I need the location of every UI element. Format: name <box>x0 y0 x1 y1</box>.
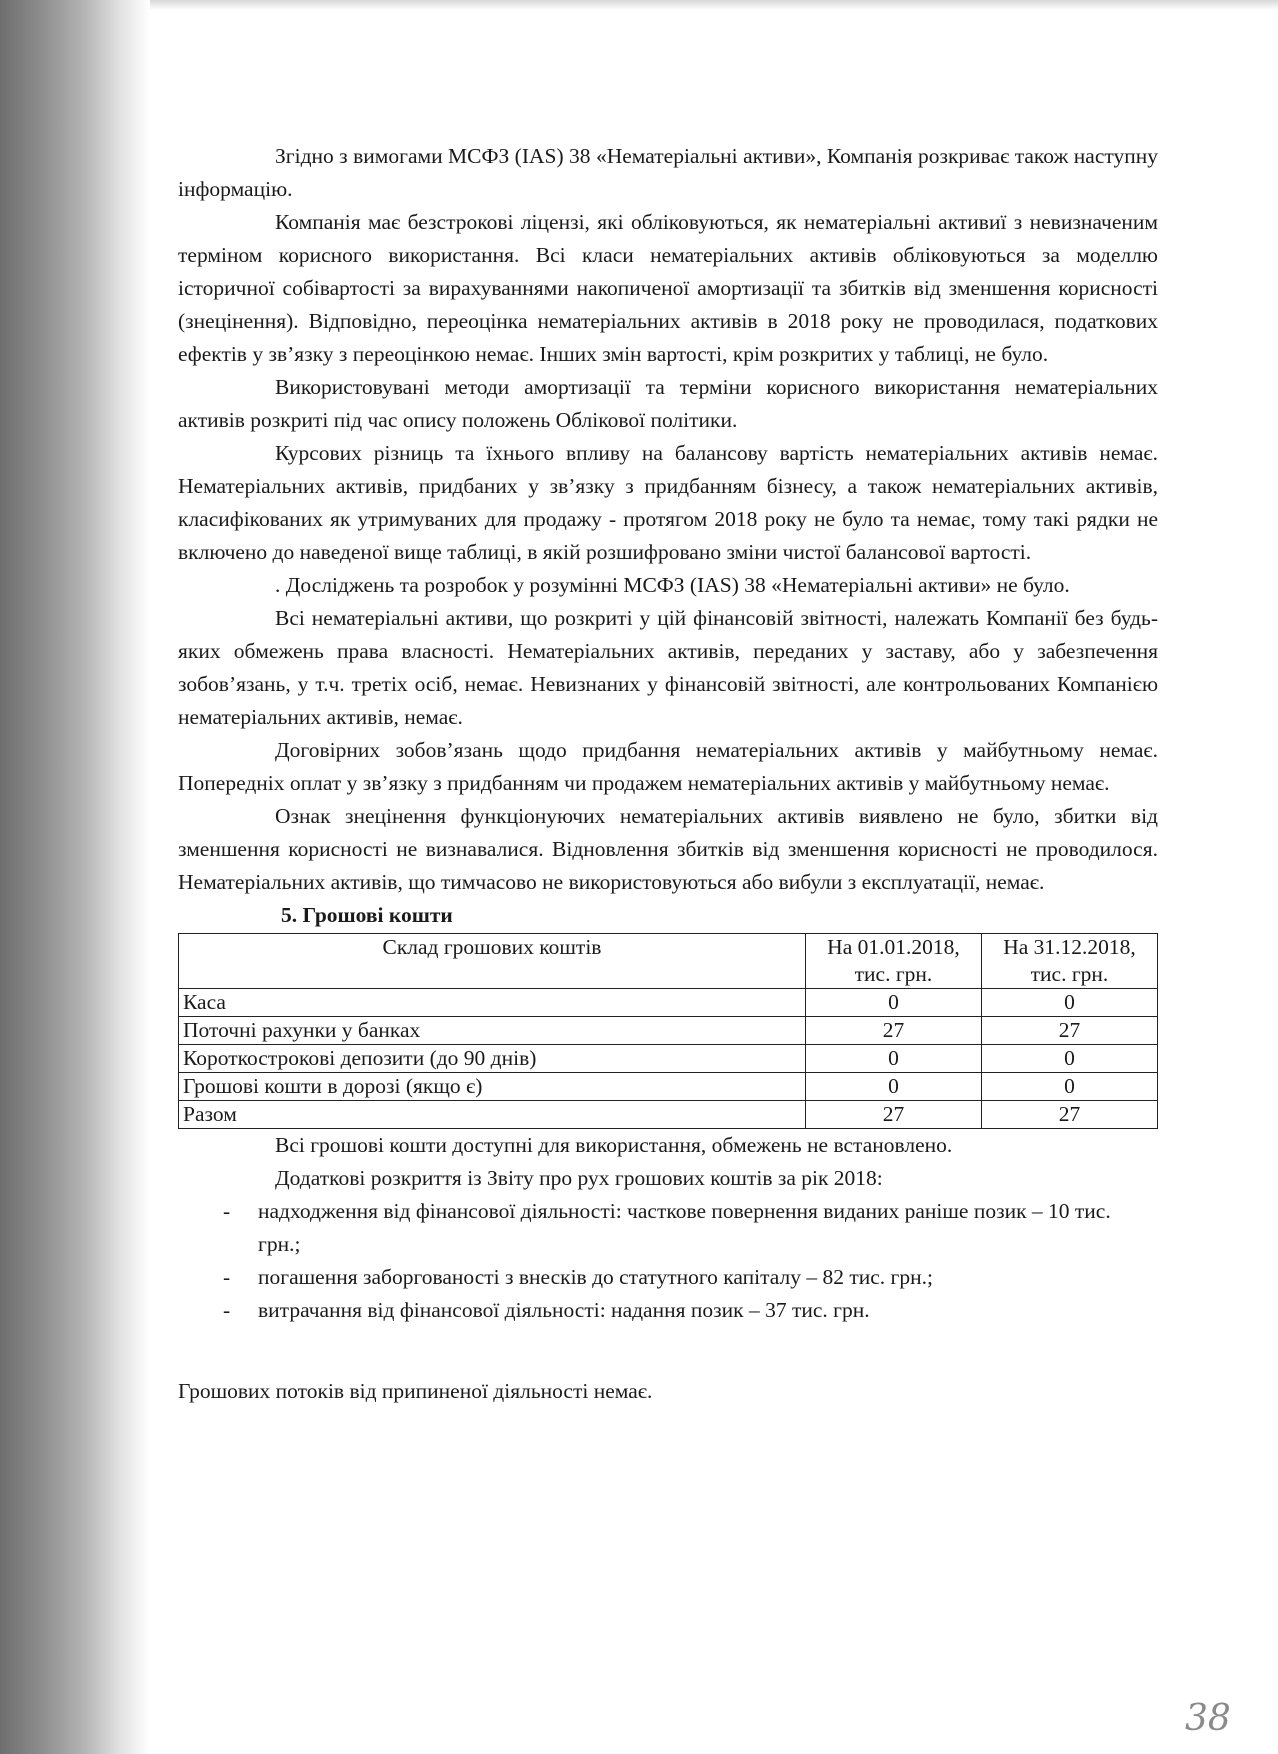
table-cell-value: 0 <box>981 1073 1157 1101</box>
table-cell-value: 0 <box>805 1073 981 1101</box>
paragraph-ownership: Всі нематеріальні активи, що розкриті у цій фінансовій звітності, належать Компанії без будь-яких обмежень права власності. Нематеріальних активів, переданих у заставу, або у забезпечення зобов’язань, у т.ч. третіх осіб, немає. Невизнаних у фінансовій звітності, але контрольованих Компанією нематеріальних активів, немає. <box>178 606 1158 729</box>
scan-binding-shadow <box>0 0 150 1754</box>
table-cell-label: Разом <box>179 1101 806 1129</box>
table-cell-value: 0 <box>805 989 981 1017</box>
paragraph-contractual: Договірних зобов’язань щодо придбання нематеріальних активів у майбутньому немає. Попередніх оплат у зв’язку з придбанням чи продажем нематеріальних активів у майбутньому немає. <box>178 738 1158 795</box>
list-item: - погашення заборгованості з внесків до статутного капіталу – 82 тис. грн.; <box>178 1261 1158 1294</box>
paragraph-exchange-differences: Курсових різниць та їхнього впливу на балансову вартість нематеріальних активів немає. Нематеріальних активів, придбаних у зв’язку з придбанням бізнесу, а також нематеріальних активів, класифікованих як утримуваних для продажу - протягом 2018 року не було та немає, тому такі рядки не включено до наведеної вище таблиці, в якій розшифровано зміни чистої балансової вартості. <box>178 441 1158 564</box>
table-cell-value: 27 <box>805 1017 981 1045</box>
table-cell-value: 0 <box>805 1045 981 1073</box>
paragraph-cash-availability: Всі грошові кошти доступні для використання, обмежень не встановлено. <box>275 1133 953 1157</box>
list-item: - надходження від фінансової діяльності: часткове повернення виданих раніше позик – 10 тис. грн.; <box>178 1195 1158 1261</box>
table-cell-label: Короткострокові депозити (до 90 днів) <box>179 1045 806 1073</box>
list-item: - витрачання від фінансової діяльності: надання позик – 37 тис. грн. <box>178 1294 1158 1327</box>
table-row <box>179 1017 1158 1045</box>
paragraph-licenses: Компанія має безстрокові ліцензі, які обліковуються, як нематеріальні активиї з невизначеним терміном корисного використання. Всі класи нематеріальних активів обліковуються за моделлю історичної собівартості за вирахуваннями накопиченої амортизації та збитків від зменшення корисності (знецінення). Відповідно, переоцінка нематеріальних активів в 2018 року не проводилася, податкових ефектів у зв’язку з переоцінкою немає. Інших змін вартості, крім розкритих у таблиці, не було. <box>178 210 1158 366</box>
table-header-cell: Склад грошових коштів <box>179 934 806 989</box>
table-cell-value: 27 <box>805 1101 981 1129</box>
paragraph-impairment: Ознак знецінення функціонуючих нематеріальних активів виявлено не було, збитки від зменшення корисності не визнавалися. Відновлення збитків від зменшення корисності не проводилося. Нематеріальних активів, що тимчасово не використовуються або вибули з експлуатації, немає. <box>178 804 1158 894</box>
table-header-cell: На 31.12.2018, тис. грн. <box>981 934 1157 989</box>
table-row <box>179 989 1158 1017</box>
paragraph-cash-flow-disclosures: Додаткові розкриття із Звіту про рух грошових коштів за рік 2018: <box>275 1166 883 1190</box>
table-row-total <box>179 1101 1158 1129</box>
table-cell-value: 0 <box>981 1045 1157 1073</box>
document-page <box>178 140 1158 1408</box>
handwritten-page-number: 38 <box>1185 1698 1231 1739</box>
table-cell-value: 27 <box>981 1101 1157 1129</box>
cash-table <box>178 933 1158 1129</box>
table-header-cell: На 01.01.2018, тис. грн. <box>805 934 981 989</box>
table-cell-value: 0 <box>981 989 1157 1017</box>
table-header-row <box>179 934 1158 989</box>
table-cell-value: 27 <box>981 1017 1157 1045</box>
paragraph-discontinued-operations: Грошових потоків від припиненої діяльності немає. <box>178 1379 653 1403</box>
disclosure-list <box>178 1195 1158 1327</box>
table-cell-label: Грошові кошти в дорозі (якщо є) <box>179 1073 806 1101</box>
scan-top-edge <box>0 0 1278 10</box>
paragraph-intro: Згідно з вимогами МСФЗ (IAS) 38 «Нематеріальні активи», Компанія розкриває також наступну інформацію. <box>178 144 1158 201</box>
paragraph-amortization: Використовувані методи амортизації та терміни корисного використання нематеріальних активів розкриті під час опису положень Облікової політики. <box>178 375 1158 432</box>
table-row <box>179 1073 1158 1101</box>
table-cell-label: Каса <box>179 989 806 1017</box>
table-row <box>179 1045 1158 1073</box>
paragraph-research: . Досліджень та розробок у розумінні МСФЗ (IAS) 38 «Нематеріальні активи» не було. <box>275 573 1070 597</box>
table-cell-label: Поточні рахунки у банках <box>179 1017 806 1045</box>
section-heading-cash: 5. Грошові кошти <box>281 903 453 927</box>
